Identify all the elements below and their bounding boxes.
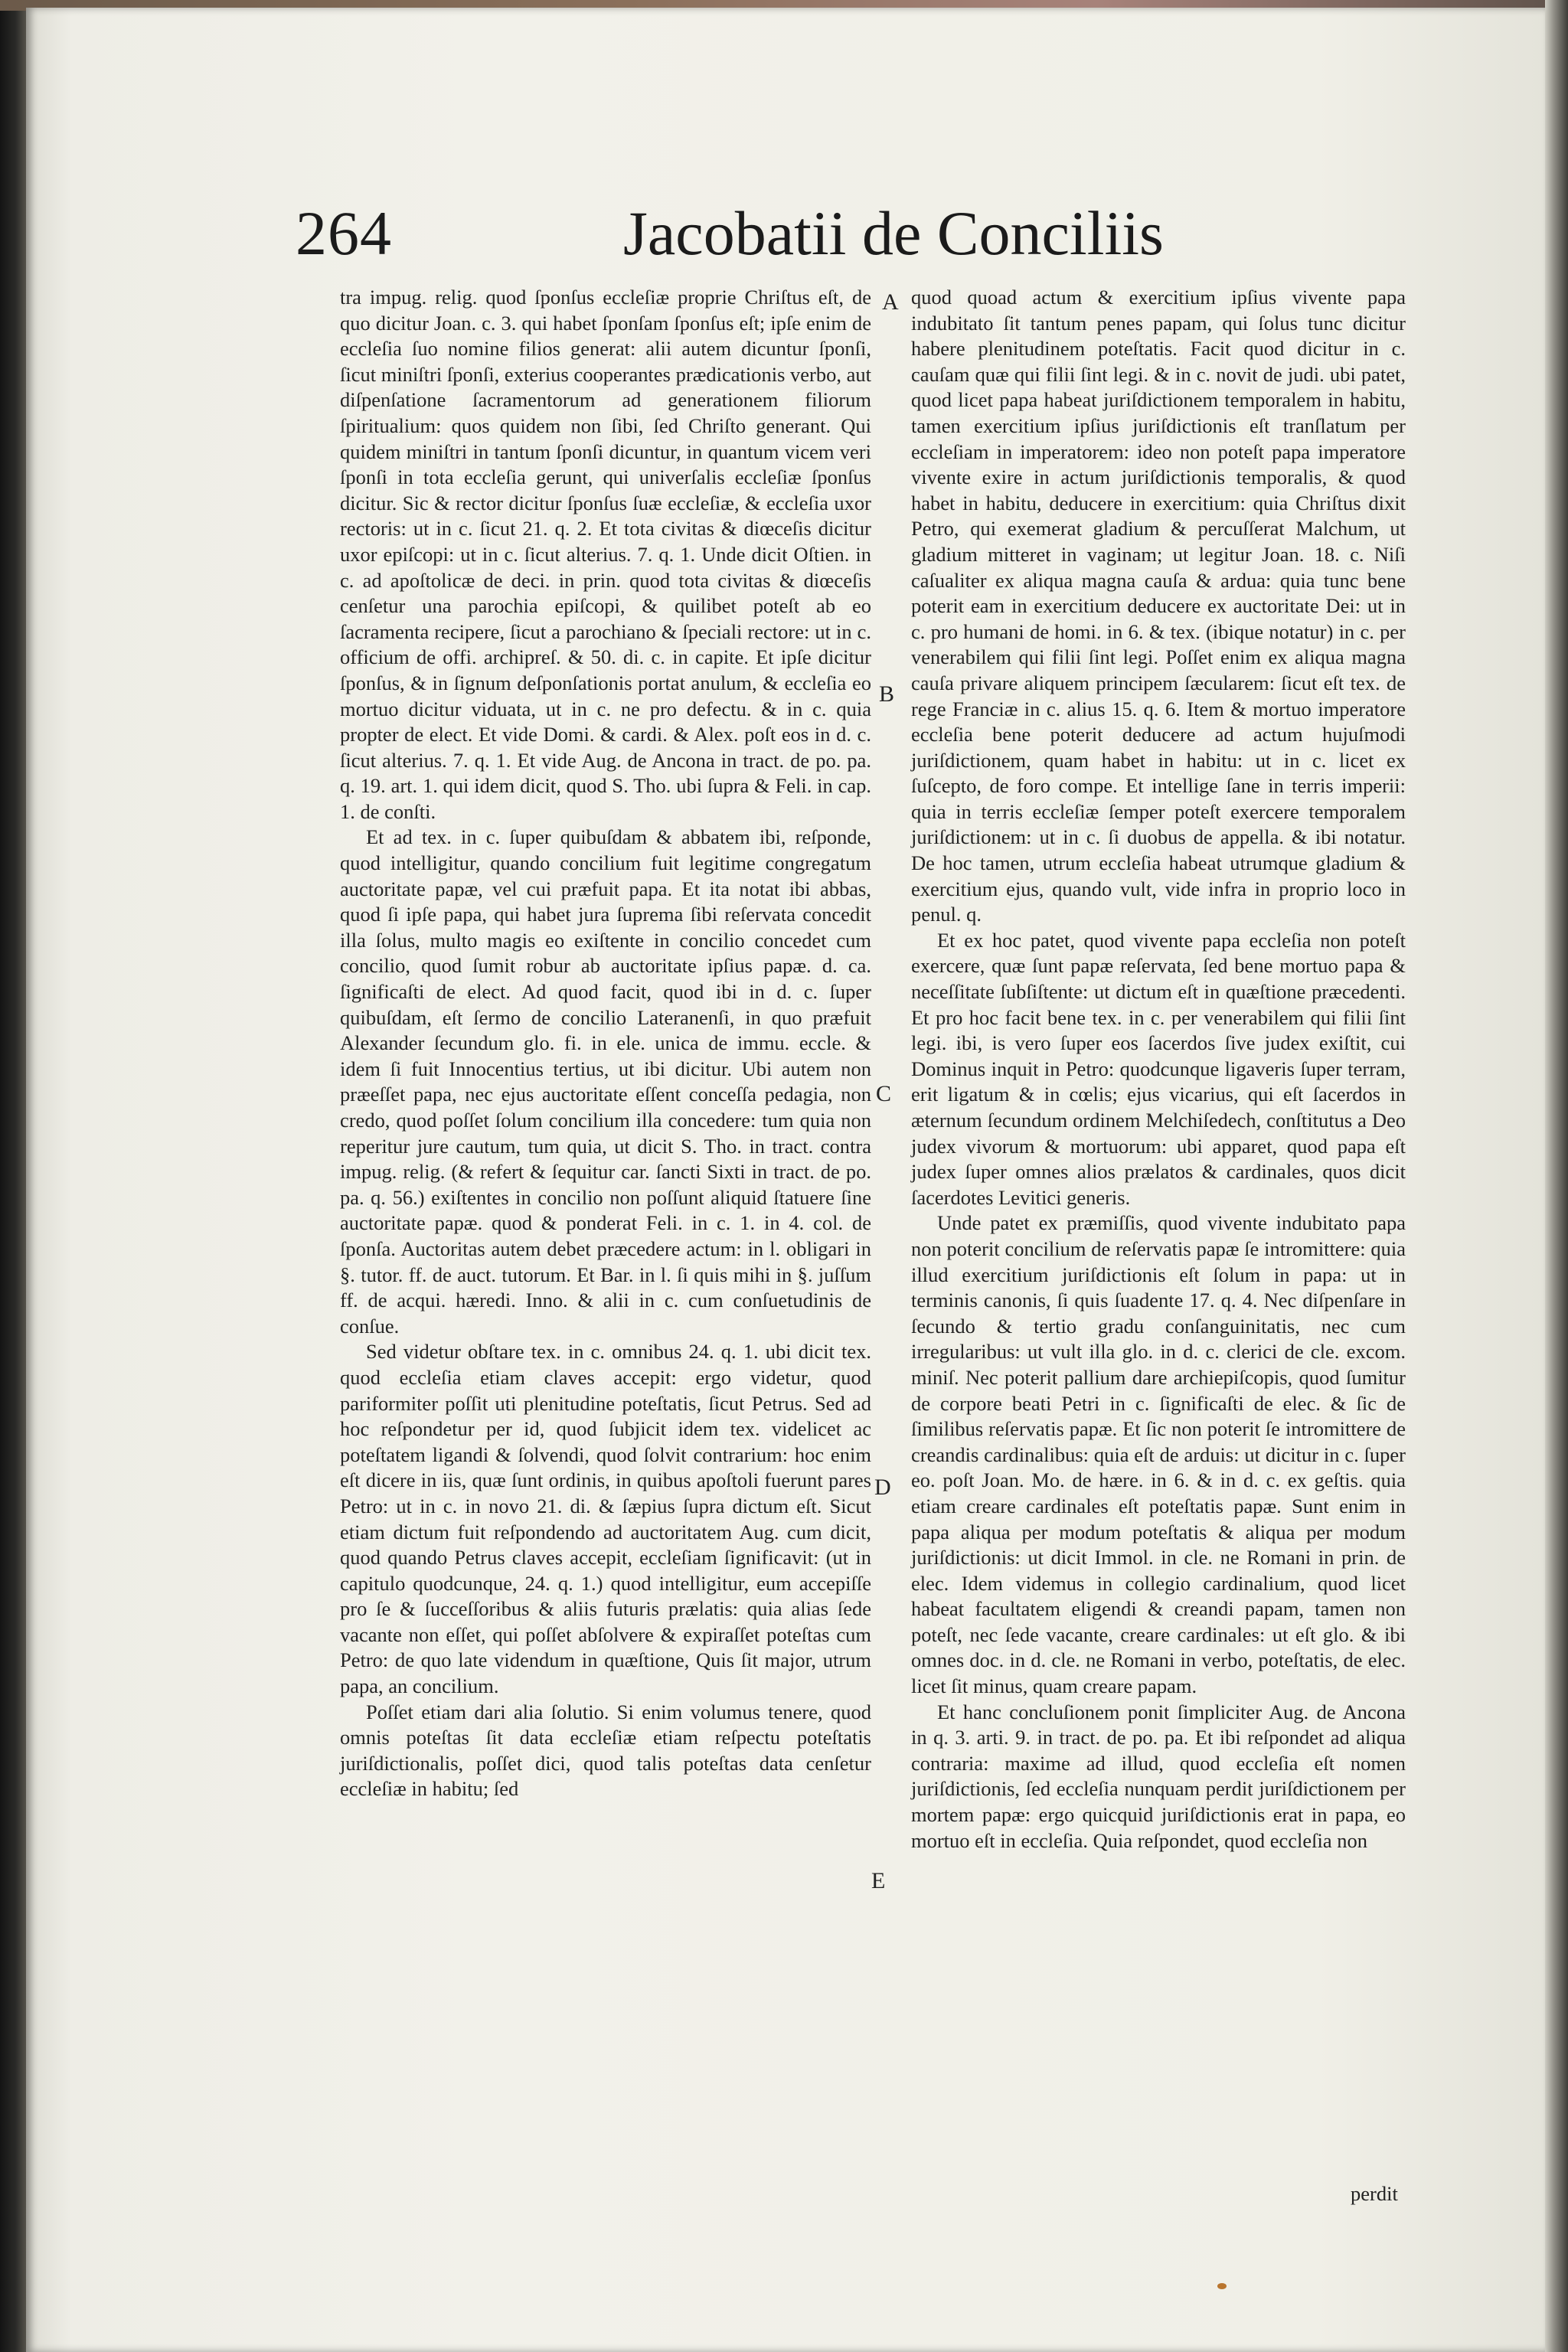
catchword: perdit (1351, 2182, 1398, 2205)
left-paragraph-4: Poſſet etiam dari alia ſolutio. Si enim volumus tenere, quod omnis poteſtas ſit data eccleſiæ etiam reſpectu poteſtatis juriſdictionalis, poſſet dici, quod talis poteſtas data cenſetur eccleſiæ in habitu; ſed (340, 1700, 871, 1801)
running-head-title: Jacobatii de Conciliis (623, 198, 1164, 268)
right-paragraph-4: Et hanc concluſionem ponit ſimpliciter Aug. de Ancona in q. 3. arti. 9. in tract. de po. pa. Et ibi reſpondet ad aliqua contraria: maxime ad illud, quod eccleſia eſt nomen juriſdictionis, ſed eccleſia nunquam perdit juriſdictionem per mortem papæ: ergo quicquid juriſdictionis erat in papa, eo mortuo eſt in eccleſia. Quia reſpondet, quod eccleſia non (911, 1700, 1406, 1852)
left-paragraph-3: Sed videtur obſtare tex. in c. omnibus 24. q. 1. ubi dicit tex. quod eccleſia etiam claves accepit: ergo videtur, quod pariformiter poſſit uti plenitudine poteſtatis, ſicut Petrus. Sed ad hoc reſpondetur per id, quod ſubjicit idem tex. videlicet ac poteſtatem ligandi & ſolvendi, quod ſolvit contrarium: hoc enim eſt dicere in iis, quæ ſunt ordinis, in quibus apoſtoli fuerunt pares Petro: ut in c. in novo 21. di. & ſæpius ſupra dictum eſt. Sicut etiam dictum fuit reſpondendo ad auctoritatem Aug. cum dicit, quod quando Petrus claves accepit, eccleſiam ſignificavit: (ut in capitulo quodcunque, 24. q. 1.) quod intelligitur, eum accepiſſe pro ſe & ſucceſſoribus & aliis futuris prælatis: quia alias ſede vacante non eſſet, qui poſſet abſolvere & expiraſſet poteſtas cum Petro: de quo late videndum in quæſtione, Quis ſit major, utrum papa, an concilium. (340, 1340, 871, 1698)
paper-spot (1217, 2283, 1227, 2289)
right-text-column (911, 285, 1406, 1854)
margin-marker-d: D (874, 1475, 891, 1500)
right-paragraph-2: Et ex hoc patet, quod vivente papa eccleſia non poteſt exercere, quæ ſunt papæ reſervata, ſed bene mortuo papa & neceſſitate ſubſiſtente: ut dictum eſt in quæſtione præcedenti. Et pro hoc facit bene tex. in c. per venerabilem qui filii ſint legi. ibi, is vero ſuper eos ſacerdos ſive judex exiſtit, cui Dominus inquit in Petro: quodcunque ligaveris ſuper terram, erit ligatum & in cœlis; ejus vicarius, qui eſt ſacerdos in æternum ſecundum ordinem Melchiſedech, conſtitutus a Deo judex vivorum & mortuorum: ubi apparet, quod papa eſt judex ſuper omnes alios prælatos & cardinales, quos dicit ſacerdotes Levitici generis. (911, 928, 1406, 1209)
book-spine (0, 0, 26, 2352)
page-right-edge (1545, 0, 1568, 2352)
margin-marker-c: C (876, 1081, 892, 1106)
page-number: 264 (296, 198, 392, 268)
left-text-column (340, 285, 871, 1802)
right-paragraph-1: quod quoad actum & exercitium ipſius vivente papa indubitato ſit tantum penes papam, qui ſolus tunc dicitur habere plenitudinem poteſtatis. Facit quod dicitur in c. cauſam quæ qui filii ſint legi. & in c. novit de judi. ubi patet, quod licet papa habeat juriſdictionem temporalem in habitu, tamen exercitium ipſius juriſdictionis eſt tranſlatum per eccleſiam in imperatorem: ideo non poteſt papa imperatore vivente exire in actum juriſdictionis temporalis, & quod habet in habitu, deducere in exercitium: quia Chriſtus dixit Petro, qui exemerat gladium & percuſſerat Malchum, ut gladium mitteret in vaginam; ut legitur Joan. 18. c. Niſi caſualiter ex aliqua magna cauſa & ardua: quia tunc bene poterit eam in exercitium deducere ex auctoritate Dei: ut in c. pro humani de homi. in 6. & tex. (ibique notatur) in c. per venerabilem qui filii ſint legi. Poſſet enim ex aliqua magna cauſa privare aliquem principem ſæcularem: ſicut eſt tex. de rege Franciæ in c. alius 15. q. 6. Item & mortuo imperatore eccleſia bene poterit deducere ad actum hujuſmodi juriſdictionem, quam habet in habitu: ut in c. licet ex ſuſcepto, de foro compe. Et intellige ſane in terris imperii: quia in terris eccleſiæ ſemper poteſt exercere temporalem juriſdictionem: ut in c. ſi duobus de appella. & ibi notatur. De hoc tamen, utrum eccleſia habeat utrumque gladium & exercitium ejus, quando vult, vide infra in proprio loco in penul. q. (911, 286, 1406, 926)
margin-marker-a: A (882, 289, 899, 315)
margin-marker-b: B (879, 681, 895, 707)
right-paragraph-3: Unde patet ex præmiſſis, quod vivente indubitato papa non poterit concilium de reſervatis papæ ſe intromittere: quia illud exercitium juriſdictionis eſt ſolum in papa: ut in terminis canonis, ſi quis ſuadente 17. q. 4. Nec diſpenſare in ſecundo & tertio gradu conſanguinitatis, nec cum irregularibus: ut vult illa glo. in d. c. clerici de cle. excom. miniſ. Nec poterit pallium dare archiepiſcopis, quod ſumitur de corpore beati Petri in c. ſignificaſti de elec. & ſic de ſimilibus reſervatis papæ. Et ſic non poterit ſe intromittere de creandis cardinalibus: quia eſt de arduis: ut dicitur in c. ſuper eo. poſt Joan. Mo. de hære. in 6. & in d. c. ex geſtis. quia etiam creare cardinales eſt poteſtatis papæ. Sunt enim in papa aliqua per modum poteſtatis & aliqua per modum juriſdictionis: ut dicit Immol. in cle. ne Romani in prin. de elec. Idem videmus in collegio cardinalium, quod licet habeat facultatem eligendi & creandi papam, tamen non poteſt, nec ſede vacante, creare cardinales: ut eſt glo. & ibi omnes doc. in d. cle. ne Romani in verbo, poteſtatis, de elec. licet ſit minus, quam creare papam. (911, 1211, 1406, 1698)
margin-marker-e: E (871, 1868, 886, 1893)
left-paragraph-1: tra impug. relig. quod ſponſus eccleſiæ proprie Chriſtus eſt, de quo dicitur Joan. c. 3. qui habet ſponſam ſponſus eſt; ipſe enim de eccleſia ſuo nomine filios generat: alii autem dicuntur ſponſi, ſicut miniſtri ſponſi, exterius cooperantes prædicationis verbo, aut diſpenſatione ſacramentorum ad generationem filiorum ſpiritualium: quos quidem non ſibi, ſed Chriſto generant. Qui quidem miniſtri in tantum ſponſi dicuntur, in quantum vicem veri ſponſi in tota eccleſia gerunt, qui univerſalis eccleſiæ ſponſus dicitur. Sic & rector dicitur ſponſus ſuæ eccleſiæ, & eccleſia uxor rectoris: ut in c. ſicut 21. q. 2. Et tota civitas & diœceſis dicitur uxor epiſcopi: ut in c. ſicut alterius. 7. q. 1. Unde dicit Oſtien. in c. ad apoſtolicæ de deci. in prin. quod tota civitas & diœceſis cenſetur una parochia epiſcopi, & quilibet poteſt ab eo ſacramenta recipere, ſicut a parochiano & ſpeciali rectore: ut in c. officium de offi. archipreſ. & 50. di. c. in capite. Et ipſe dicitur ſponſus, & in ſignum deſponſationis portat anulum, & eccleſia eo mortuo dicitur viduata, ut in c. ne pro defectu. & in c. quia propter de elect. Et vide Domi. & cardi. & Alex. poſt eos in d. c. ſicut alterius. 7. q. 1. Et vide Aug. de Ancona in tract. de po. pa. q. 19. art. 1. qui idem dicit, quod S. Tho. ubi ſupra & Feli. in cap. 1. de conſti. (340, 286, 871, 823)
page-header (296, 198, 1253, 289)
left-paragraph-2: Et ad tex. in c. ſuper quibuſdam & abbatem ibi, reſponde, quod intelligitur, quando concilium fuit legitime congregatum auctoritate papæ, vel cui præfuit papa. Et ita notat ibi abbas, quod ſi ipſe papa, qui habet jura ſuprema ſibi reſervata concedit illa ſolus, multo magis eo exiſtente in concilio concedet cum concilio, quod ſumit robur ab auctoritate ipſius papæ. d. ca. ſignificaſti de elect. Ad quod facit, quod ibi in d. c. ſuper quibuſdam, eſt ſermo de concilio Lateranenſi, in quo præfuit Alexander ſecundum glo. fi. in ele. unica de immu. eccle. & idem ſi fuit Innocentius tertius, ut ibi dicitur. Ubi autem non præeſſet papa, nec ejus auctoritate eſſent conceſſa pedagia, non credo, quod poſſet ſolum concilium illa concedere: tum quia non reperitur jure cautum, tum quia, ut dicit S. Tho. in tract. contra impug. relig. (& refert & ſequitur car. ſancti Sixti in tract. de po. pa. q. 56.) exiſtentes in concilio non poſſunt aliquid ſtatuere ſine auctoritate papæ. quod & ponderat Feli. in c. 1. in 4. col. de ſponſa. Auctoritas autem debet præcedere actum: in l. obligari in §. tutor. ff. de auct. tutorum. Et Bar. in l. ſi quis mihi in §. juſſum ff. de acqui. hæredi. Inno. & alii in c. cum conſuetudinis de conſue. (340, 825, 871, 1338)
